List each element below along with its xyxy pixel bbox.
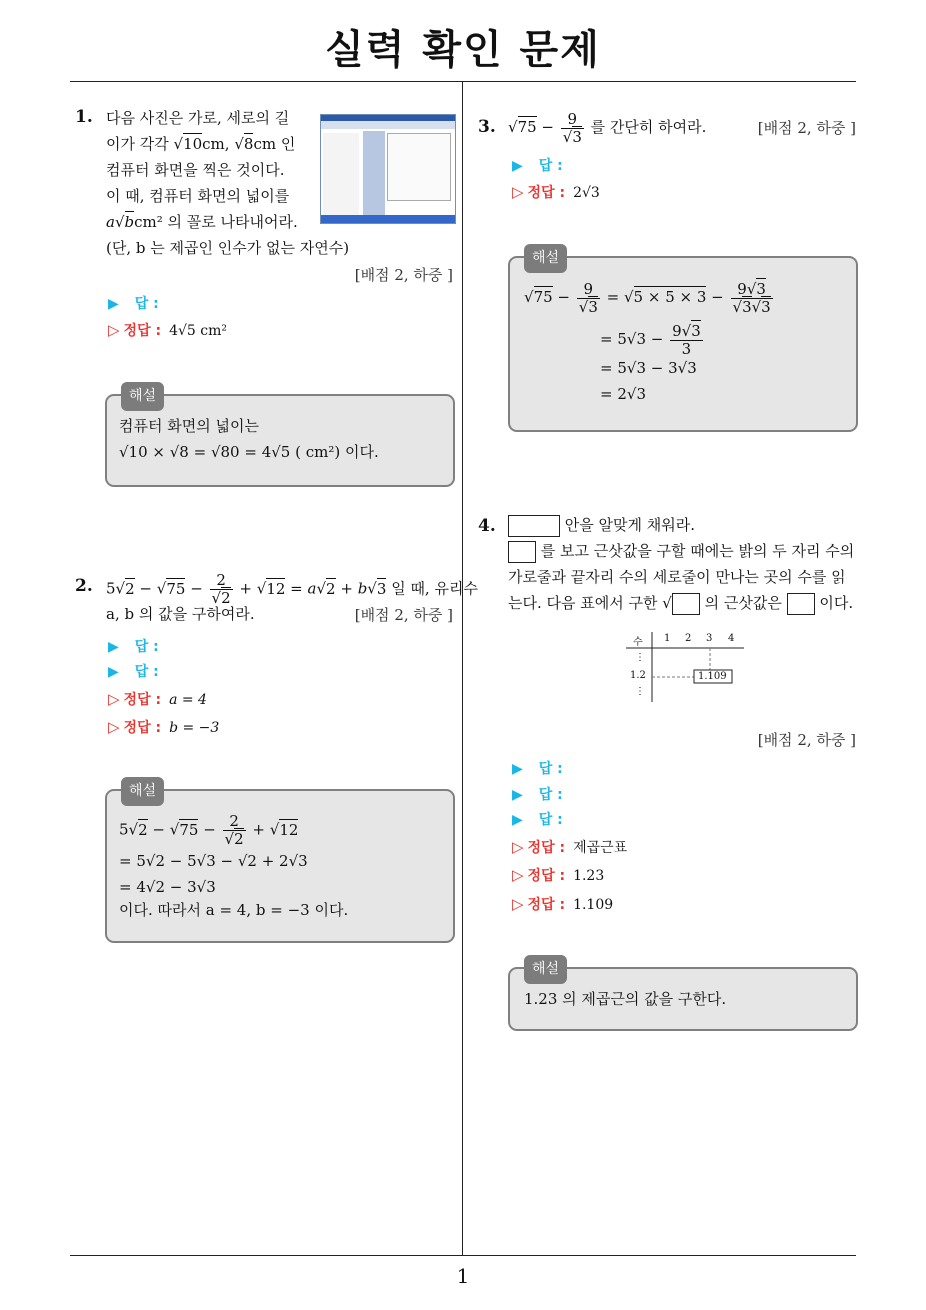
q1-correct-row: ▷ 정답 : 4√5 cm² — [108, 321, 227, 339]
triangle-icon: ▶ — [512, 761, 523, 777]
q3-text: √75 − $\frac{9}{√3}$ 를 간단히 하여라. — [508, 109, 707, 146]
triangle-outline-icon: ▷ — [512, 838, 524, 856]
q3-answer-row: ▶ 답 : — [512, 158, 563, 174]
q2-answer-row-2: ▶ 답 : — [108, 664, 159, 680]
q2-answer-row-1: ▶ 답 : — [108, 639, 159, 655]
q1-text-line1: 다음 사진은 가로, 세로의 길 — [106, 109, 290, 127]
triangle-icon: ▶ — [108, 664, 119, 680]
q2-text-line2: a, b 의 값을 구하여라. — [106, 605, 255, 623]
square-root-table: 수 1 2 3 4 ⋮ 1.2 ⋮ 1.109 — [630, 633, 735, 697]
triangle-outline-icon: ▷ — [108, 718, 120, 736]
top-rule — [70, 81, 856, 82]
triangle-icon: ▶ — [108, 296, 119, 312]
q2-text-line1: 5√2 − √75 − $\frac{2}{√2}$ + √12 = a√2 + b√3 일 때, 유리수 — [106, 571, 478, 607]
q4-text-line4: 는다. 다음 표에서 구한 √ 의 근삿값은 이다. — [508, 591, 853, 616]
q3-number: 3. — [478, 117, 496, 137]
q2-points: [배점 2, 하중 ] — [354, 606, 453, 624]
bottom-rule — [70, 1255, 856, 1256]
q4-text-line3: 가로줄과 끝자리 수의 세로줄이 만나는 곳의 수를 읽 — [508, 568, 846, 586]
triangle-icon: ▶ — [108, 639, 119, 655]
page-title: 실력 확인 문제 — [325, 27, 601, 73]
solution-tag: 해설 — [524, 244, 567, 273]
q4-correct-row-2: ▷ 정답 : 1.23 — [512, 866, 605, 884]
triangle-outline-icon: ▷ — [108, 690, 120, 708]
blank-box — [672, 593, 700, 615]
q1-text-line4: 이 때, 컴퓨터 화면의 넓이를 — [106, 187, 290, 205]
triangle-icon: ▶ — [512, 158, 523, 174]
q1-text-line6: (단, b 는 제곱인 인수가 없는 자연수) — [106, 239, 350, 257]
q1-points: [배점 2, 하중 ] — [354, 266, 453, 284]
triangle-outline-icon: ▷ — [108, 321, 120, 339]
q4-number: 4. — [478, 516, 496, 536]
q1-number: 1. — [75, 107, 93, 127]
blank-box — [508, 515, 560, 537]
blank-box — [508, 541, 536, 563]
q2-correct-row-2: ▷ 정답 : b = −3 — [108, 718, 220, 736]
triangle-outline-icon: ▷ — [512, 895, 524, 913]
q1-answer-row: ▶ 답 : — [108, 296, 159, 312]
triangle-icon: ▶ — [512, 787, 523, 803]
q3-points: [배점 2, 하중 ] — [757, 119, 856, 137]
solution-tag: 해설 — [524, 955, 567, 984]
q4-correct-row-3: ▷ 정답 : 1.109 — [512, 895, 614, 913]
solution-tag: 해설 — [121, 382, 164, 411]
q4-answer-row-1: ▶ 답 : — [512, 761, 563, 777]
q4-answer-row-2: ▶ 답 : — [512, 787, 563, 803]
triangle-outline-icon: ▷ — [512, 866, 524, 884]
triangle-icon: ▶ — [512, 812, 523, 828]
q1-text-line5: a√bcm² 의 꼴로 나타내어라. — [106, 213, 298, 231]
q4-text-line1: 안을 알맞게 채워라. — [508, 513, 695, 538]
q4-correct-row-1: ▷ 정답 : 제곱근표 — [512, 838, 628, 856]
q4-solution-box: 해설 1.23 의 제곱근의 값을 구한다. — [508, 967, 858, 1031]
page-number: 1 — [456, 1264, 470, 1288]
q2-correct-row-1: ▷ 정답 : a = 4 — [108, 690, 207, 708]
computer-screen-photo — [320, 114, 456, 224]
q3-correct-row: ▷ 정답 : 2√3 — [512, 183, 600, 201]
solution-tag: 해설 — [121, 777, 164, 806]
q4-answer-row-3: ▶ 답 : — [512, 812, 563, 828]
column-divider — [462, 81, 463, 1256]
q1-text-line2: 이가 각각 √10cm, √8cm 인 — [106, 135, 296, 153]
q1-solution-box: 해설 컴퓨터 화면의 넓이는 √10 × √8 = √80 = 4√5 ( cm²) 이다. — [105, 394, 455, 487]
q2-number: 2. — [75, 576, 93, 596]
q1-text-line3: 컴퓨터 화면을 찍은 것이다. — [106, 161, 285, 179]
blank-box — [787, 593, 815, 615]
q4-points: [배점 2, 하중 ] — [757, 731, 856, 749]
triangle-outline-icon: ▷ — [512, 183, 524, 201]
q3-solution-box: 해설 √75 − $\frac{9}{√3}$ = √5 × 5 × 3 − $\frac{9√3}{√3√3}$ = 5√3 − $\frac{9√3}{3}$ = 5√3 − 3√3 = 2√3 — [508, 256, 858, 432]
q4-text-line2: 를 보고 근삿값을 구할 때에는 밝의 두 자리 수의 — [508, 539, 854, 564]
q2-solution-box: 해설 5√2 − √75 − $\frac{2}{√2}$ + √12 = 5√2 − 5√3 − √2 + 2√3 = 4√2 − 3√3 이다. 따라서 a = 4, b = −3 이다. — [105, 789, 455, 943]
